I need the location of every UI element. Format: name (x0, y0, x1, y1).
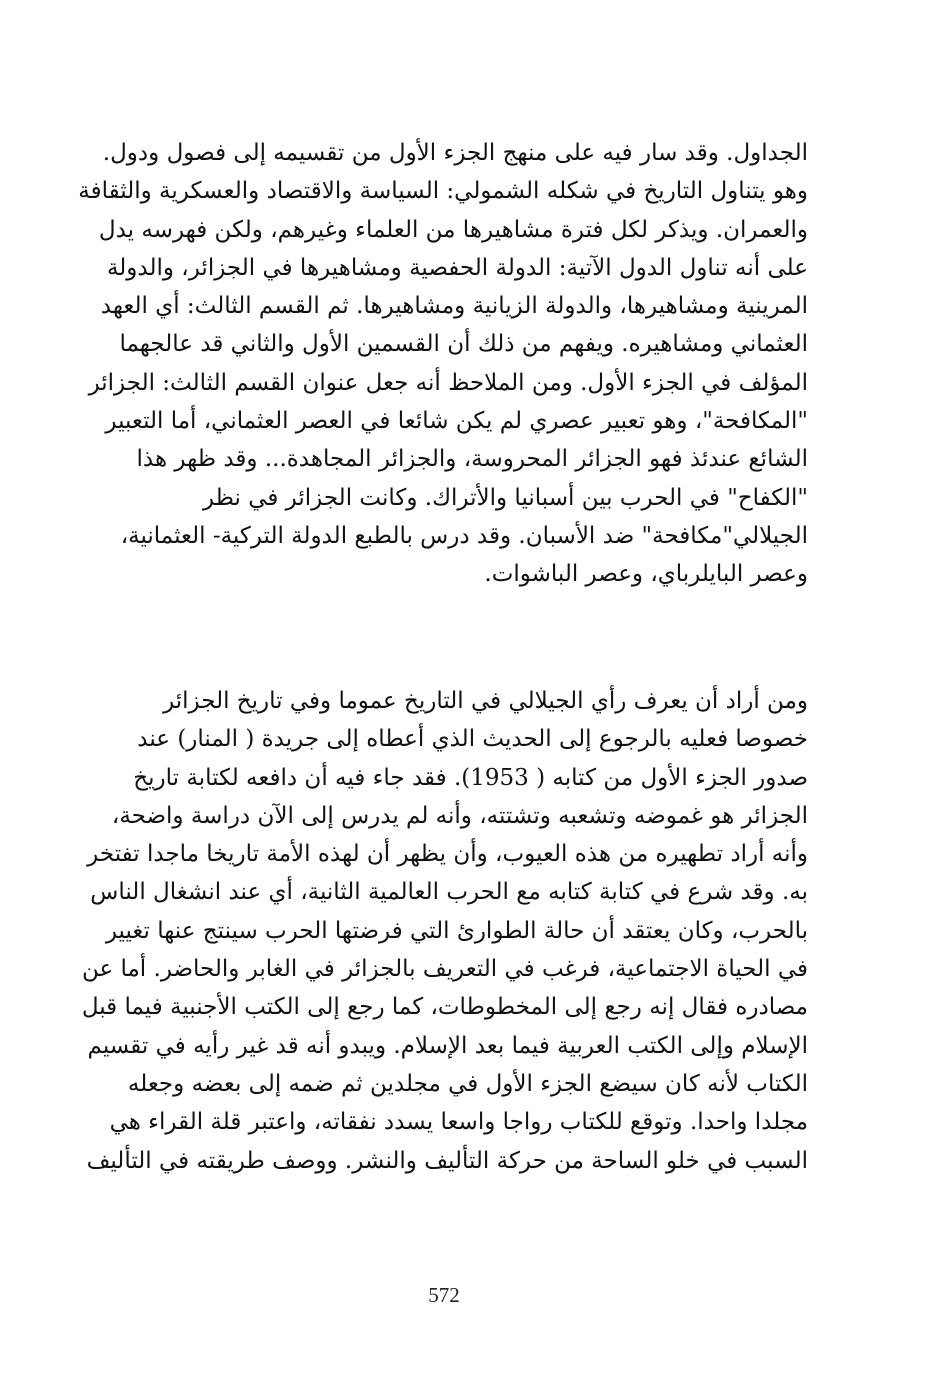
paragraph-1 (72, 134, 808, 594)
text-line: على أنه تناول الدول الآتية: الدولة الحفصية ومشاهيرها في الجزائر، والدولة (106, 254, 808, 281)
text-line: المؤلف في الجزء الأول. ومن الملاحظ أنه جعل عنوان القسم الثالث: الجزائر (88, 369, 808, 396)
text-line: "الكفاح" في الحرب بين أسبانيا والأتراك. وكانت الجزائر في نظر (202, 484, 808, 511)
text-line: الشائع عندئذ فهو الجزائر المحروسة، والجزائر المجاهدة... وقد ظهر هذا (136, 446, 808, 473)
text-line: والعمران. ويذكر لكل فترة مشاهيرها من العلماء وغيرهم، ولكن فهرسه يدل (98, 216, 808, 243)
text-line: الجيلالي"مكافحة" ضد الأسبان. وقد درس بالطبع الدولة التركية- العثمانية، (120, 522, 808, 549)
text-line: الإسلام وإلى الكتب العربية فيما بعد الإسلام. ويبدو أنه قد غير رأيه في تقسيم (87, 1032, 808, 1059)
text-line: وهو يتناول التاريخ في شكله الشمولي: السياسة والاقتصاد والعسكرية والثقافة (78, 178, 808, 205)
text-line: الكتاب لأنه كان سيضع الجزء الأول في مجلدين ثم ضمه إلى بعضه وجعله (127, 1070, 808, 1097)
text-line: بالحرب، وكان يعتقد أن حالة الطوارئ التي فرضتها الحرب سينتج عنها تغيير (105, 917, 808, 944)
text-line: مصادره فقال إنه رجع إلى المخطوطات، كما رجع إلى الكتب الأجنبية فيما قبل (81, 994, 808, 1021)
text-line: وعصر البايلرباي، وعصر الباشوات. (484, 561, 808, 588)
text-line: السبب في خلو الساحة من حركة التأليف والنشر. ووصف طريقته في التأليف (86, 1147, 808, 1174)
text-line: الجداول. وقد سار فيه على منهج الجزء الأول من تقسيمه إلى فصول ودول. (102, 140, 808, 166)
text-line: به. وقد شرع في كتابة كتابه مع الحرب العالمية الثانية، أي عند انشغال الناس (90, 879, 808, 906)
text-line: "المكافحة"، وهو تعبير عصري لم يكن شائعا في العصر العثماني، أما التعبير (105, 408, 808, 435)
text-line: العثماني ومشاهيره. ويفهم من ذلك أن القسمين الأول والثاني قد عالجهما (119, 331, 808, 358)
text-line: في الحياة الاجتماعية، فرغب في التعريف بالجزائر في الغابر والحاضر. أما عن (81, 956, 808, 983)
text-line: ومن أراد أن يعرف رأي الجيلالي في التاريخ عموما وفي تاريخ الجزائر (163, 688, 808, 714)
text-line: الجزائر هو غموضه وتشعبه وتشتته، وأنه لم يدرس إلى الآن دراسة واضحة، (111, 802, 808, 829)
text-line: صدور الجزء الأول من كتابه ( 1953). فقد جاء فيه أن دافعه لكتابة تاريخ (133, 764, 808, 791)
text-line: خصوصا فعليه بالرجوع إلى الحديث الذي أعطاه إلى جريدة ( المنار) عند (137, 726, 808, 753)
text-line: وأنه أراد تطهيره من هذه العيوب، وأن يظهر أن لهذه الأمة تاريخا ماجدا تفتخر (87, 841, 808, 868)
page-number: 572 (428, 1283, 460, 1307)
paragraph-2 (72, 682, 808, 1180)
text-line: المرينية ومشاهيرها، والدولة الزيانية ومشاهيرها. ثم القسم الثالث: أي العهد (100, 293, 808, 320)
text-line: مجلدا واحدا. وتوقع للكتاب رواجا واسعا يسدد نفقاته، واعتبر قلة القراء هي (109, 1109, 808, 1136)
